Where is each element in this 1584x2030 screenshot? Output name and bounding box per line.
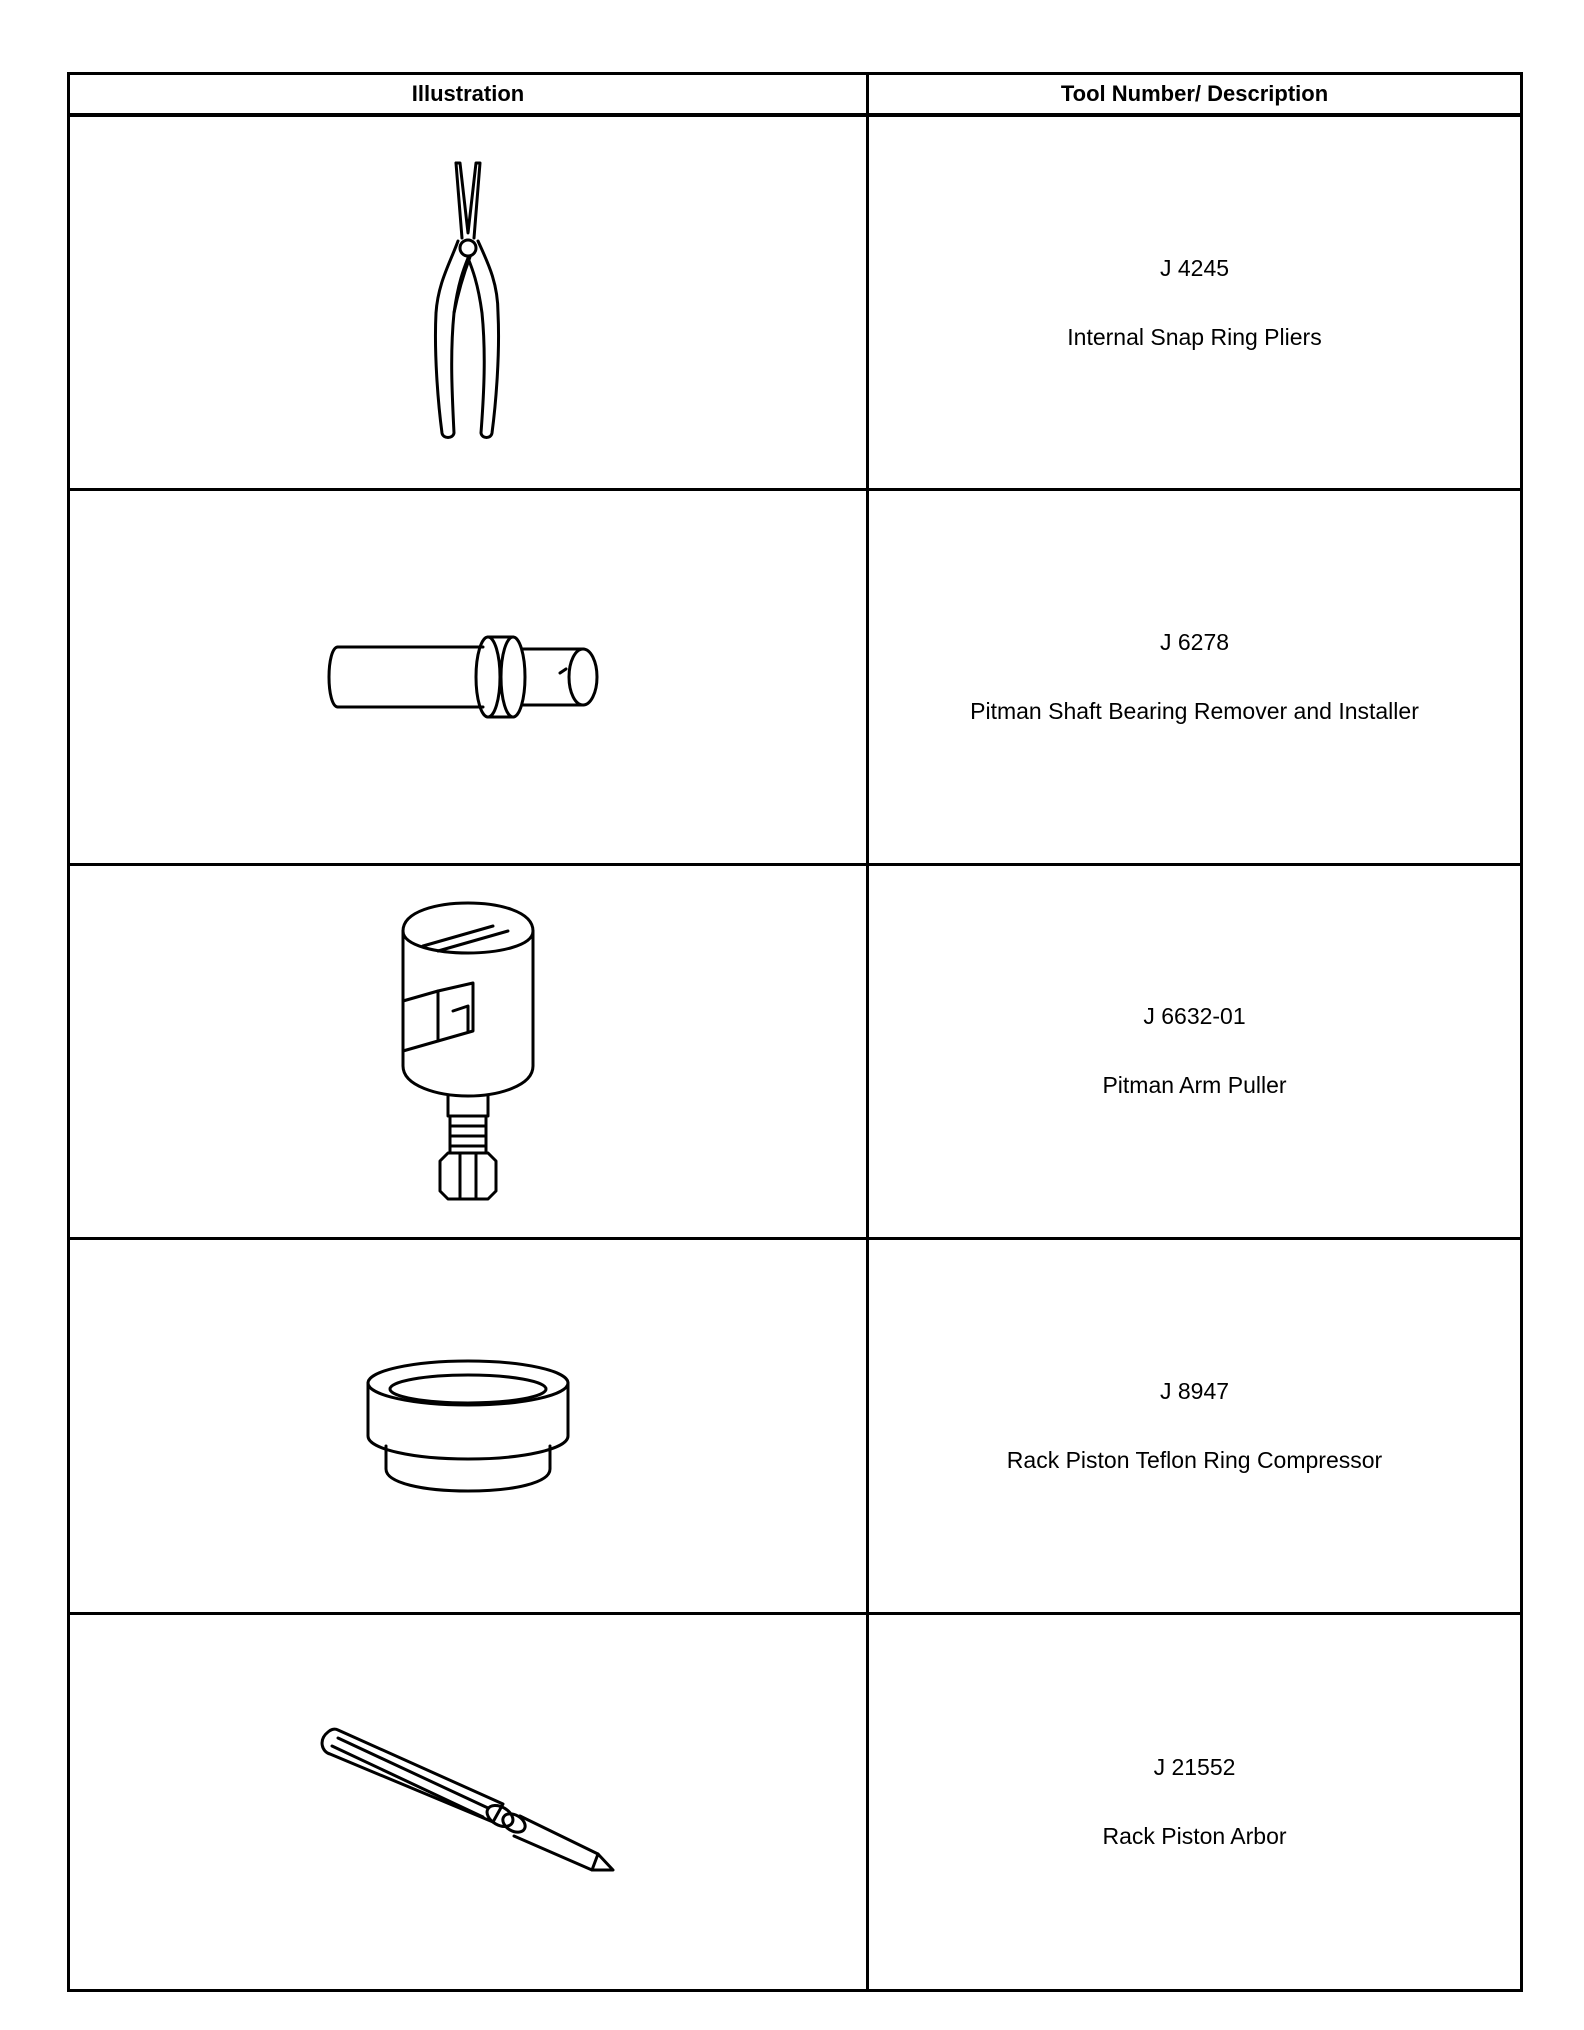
tool-number: J 4245 bbox=[1159, 254, 1230, 281]
tool-description-cell bbox=[869, 491, 1520, 865]
tool-description-cell bbox=[869, 1240, 1520, 1614]
tool-description: Internal Snap Ring Pliers bbox=[1067, 323, 1322, 350]
illustration-header: Illustration bbox=[70, 75, 869, 117]
tool-description: Pitman Arm Puller bbox=[1102, 1072, 1287, 1099]
ring-compressor-icon bbox=[358, 1351, 578, 1501]
tool-description: Rack Piston Arbor bbox=[1102, 1822, 1287, 1849]
tool-number: J 6278 bbox=[1159, 629, 1230, 656]
tool-description-cell bbox=[869, 1615, 1520, 1989]
pitman-arm-puller-icon bbox=[378, 891, 558, 1211]
illustration-cell bbox=[70, 1615, 869, 1989]
piston-arbor-icon bbox=[308, 1712, 628, 1892]
tool-description: Pitman Shaft Bearing Remover and Installer bbox=[970, 698, 1419, 725]
snap-ring-pliers-icon bbox=[398, 153, 538, 453]
illustration-cell bbox=[70, 491, 869, 865]
tool-number: J 6632-01 bbox=[1143, 1003, 1246, 1030]
tool-description-cell bbox=[869, 117, 1520, 491]
illustration-cell bbox=[70, 117, 869, 491]
tool-description-header: Tool Number/ Description bbox=[869, 75, 1520, 117]
bearing-remover-installer-icon bbox=[308, 617, 628, 737]
illustration-cell bbox=[70, 866, 869, 1240]
tool-description-cell bbox=[869, 866, 1520, 1240]
tool-number: J 21552 bbox=[1153, 1753, 1236, 1780]
special-tools-table bbox=[67, 72, 1523, 1992]
illustration-cell bbox=[70, 1240, 869, 1614]
tool-number: J 8947 bbox=[1159, 1377, 1230, 1404]
tool-description: Rack Piston Teflon Ring Compressor bbox=[1006, 1446, 1383, 1473]
